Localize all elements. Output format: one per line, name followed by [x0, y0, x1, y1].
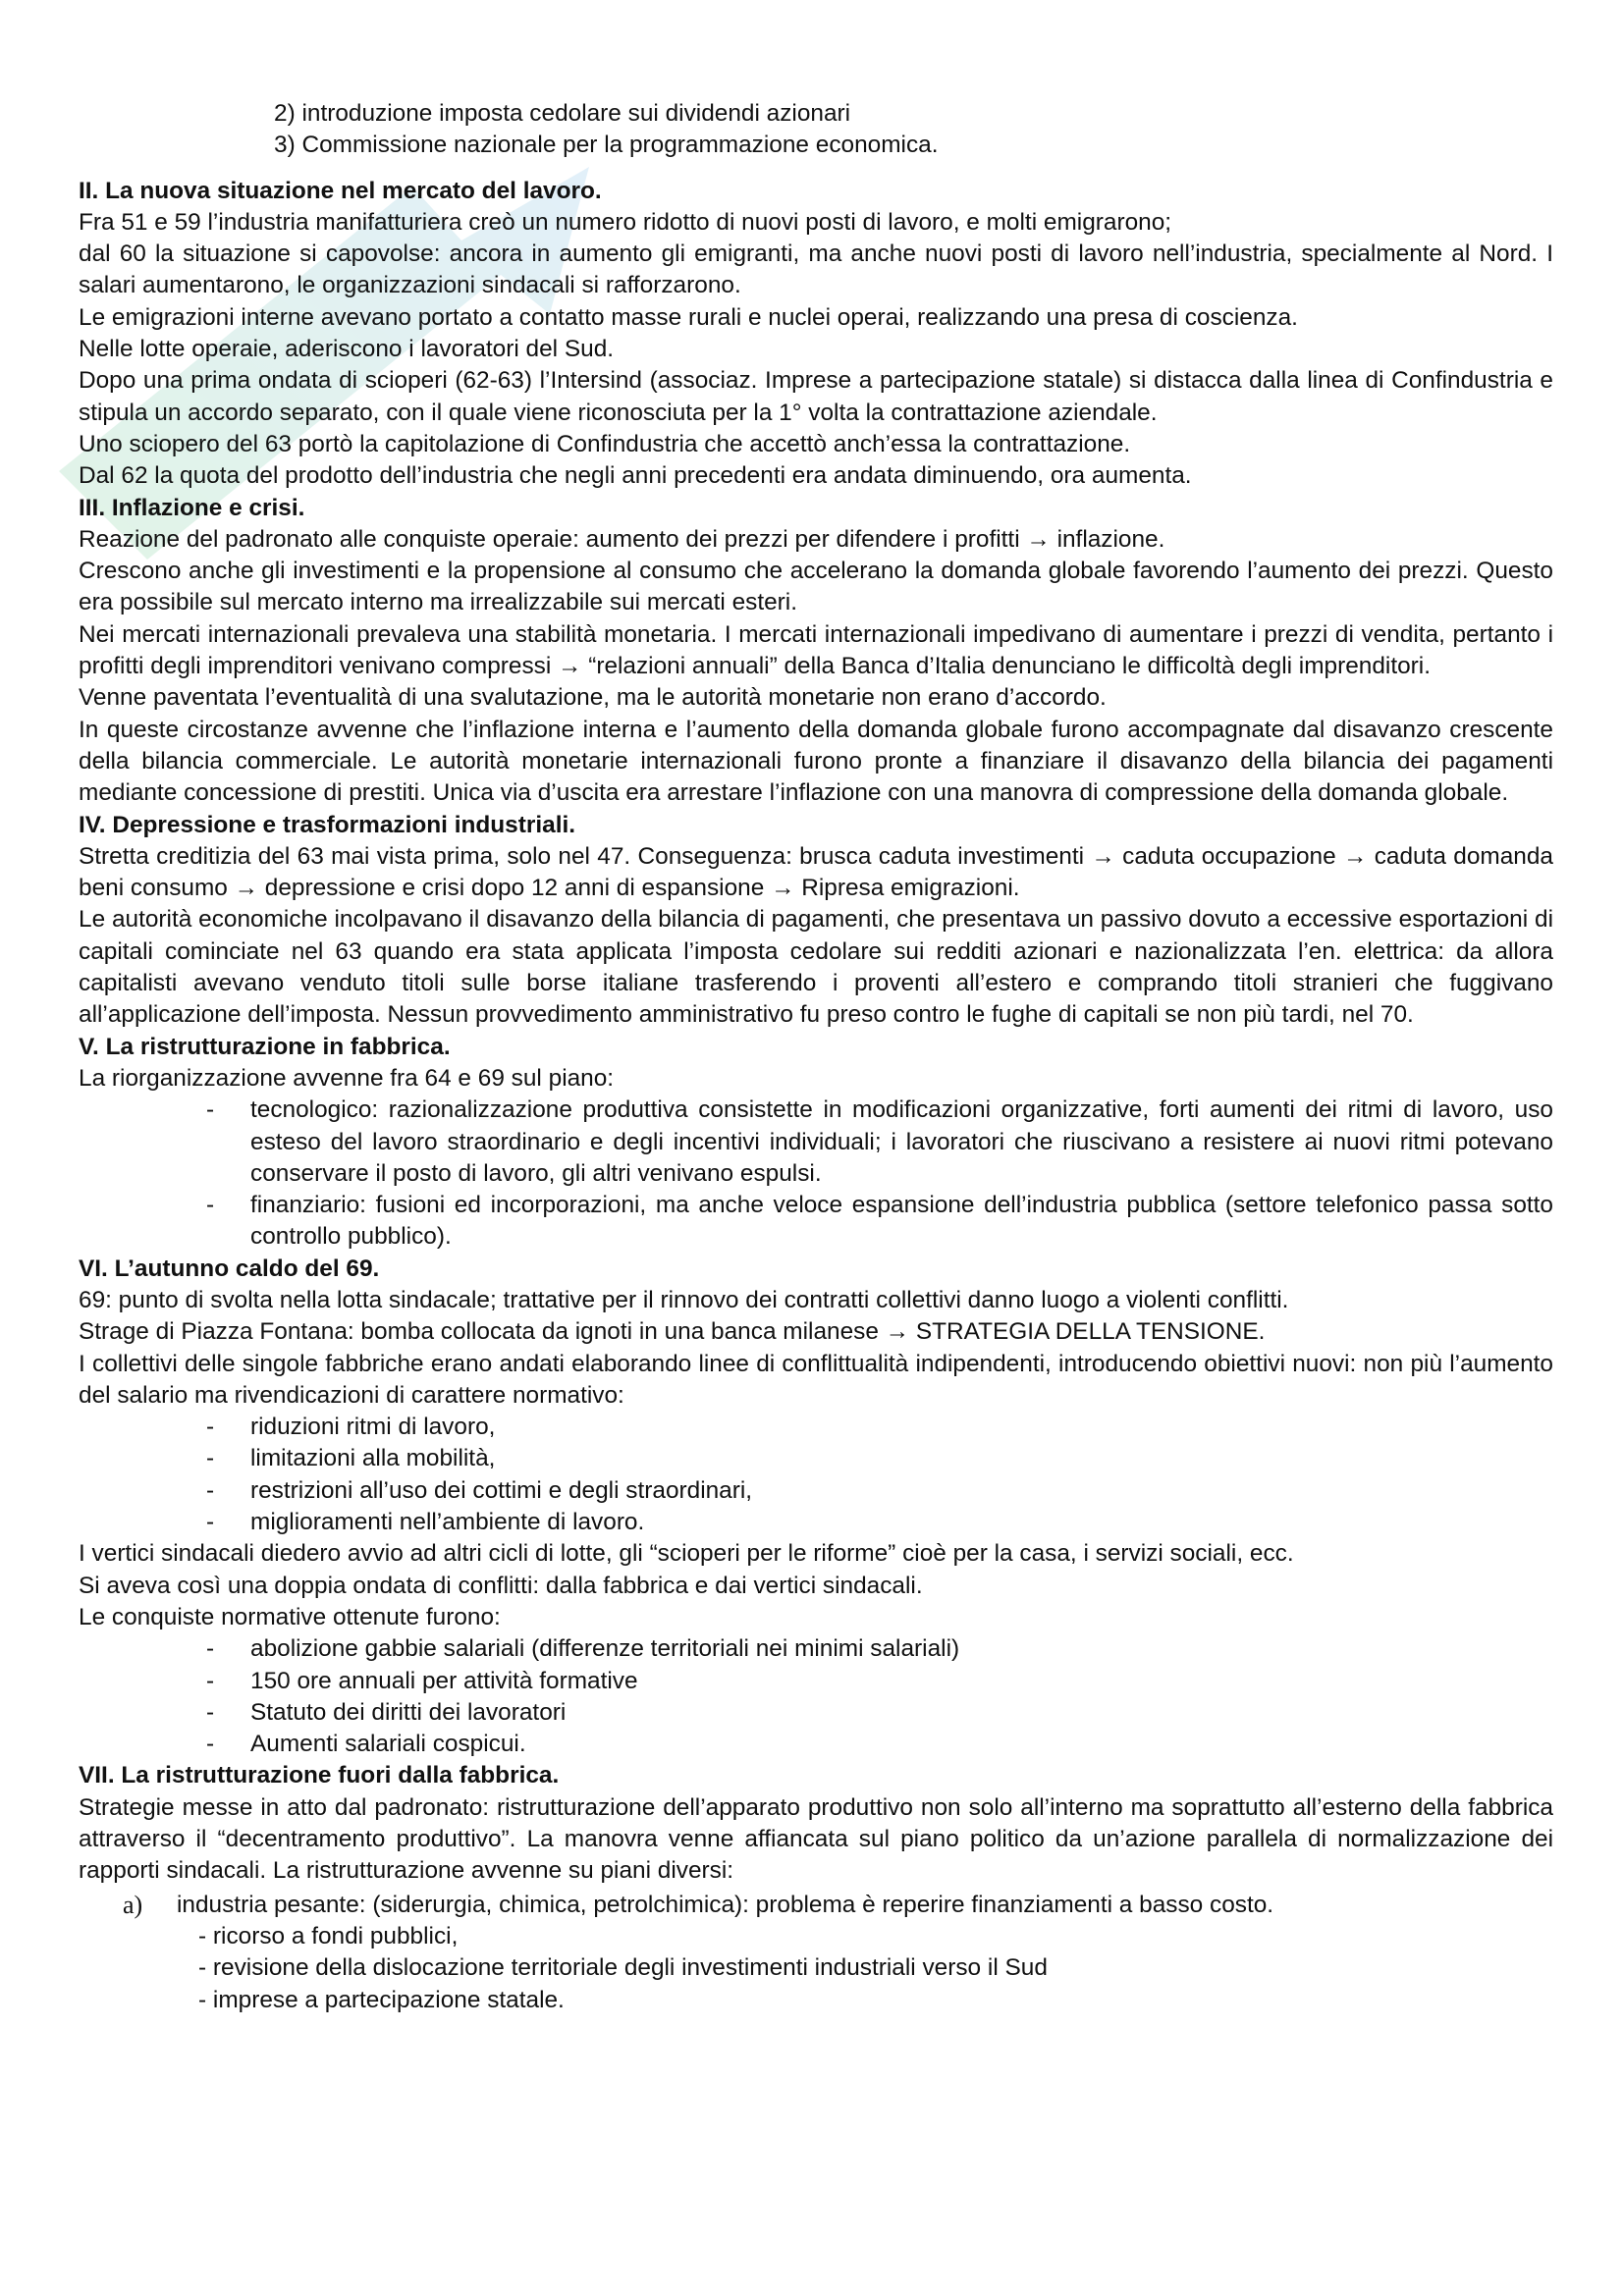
- section-2-paragraph: Dal 62 la quota del prodotto dell’industria che negli anni precedenti era andata diminuendo, ora aumenta.: [79, 462, 1192, 490]
- section-2-paragraph: Dopo una prima ondata di scioperi (62-63) l’Intersind (associaz. Imprese a partecipazione statale) si distacca dalla linea di Confindustria e stipula un accordo separato, con il quale viene riconosciuta per la 1° volta la contrattazione aziendale.: [79, 367, 1553, 426]
- section-4-heading: IV. Depressione e trasformazioni industriali.: [79, 811, 576, 838]
- dash-list-item: - tecnologico: razionalizzazione produttiva consistette in modificazioni organizzative, forti aumenti dei ritmi di lavoro, uso esteso del lavoro straordinario e degli incentivi individuali; i lavoratori che riuscivano a resistere ai nuovi ritmi potevano conservare il posto di lavoro, gli altri venivano espulsi.: [79, 1095, 1553, 1190]
- lettered-subitems: [79, 1921, 1553, 2016]
- section-2: [79, 176, 1553, 493]
- section-6-paragraph: Le conquiste normative ottenute furono:: [79, 1603, 501, 1630]
- list-marker-a: a): [123, 1890, 143, 1919]
- section-6-paragraph: 69: punto di svolta nella lotta sindacale; trattative per il rinnovo dei contratti collettivi danno luogo a violenti conflitti.: [79, 1286, 1289, 1313]
- section-6: [79, 1254, 1553, 1761]
- section-3-heading: III. Inflazione e crisi.: [79, 494, 305, 521]
- section-5-heading: V. La ristrutturazione in fabbrica.: [79, 1033, 451, 1060]
- dash-list-item: - abolizione gabbie salariali (differenze territoriali nei minimi salariali): [79, 1633, 1553, 1665]
- section-2-paragraph: Le emigrazioni interne avevano portato a contatto masse rurali e nuclei operai, realizzando una presa di coscienza.: [79, 303, 1298, 331]
- section-4-paragraph: Stretta creditizia del 63 mai vista prima, solo nel 47. Conseguenza: brusca caduta investimenti → caduta occupazione → caduta domanda beni consumo → depressione e crisi dopo 12 anni di espansione → Ripresa emigrazioni.: [79, 842, 1553, 902]
- section-6-paragraph: Strage di Piazza Fontana: bomba collocata da ignoti in una banca milanese → STRATEGIA DELLA TENSIONE.: [79, 1318, 1266, 1346]
- section-7-heading: VII. La ristrutturazione fuori dalla fabbrica.: [79, 1762, 560, 1789]
- dash-list-item: - Statuto dei diritti dei lavoratori: [79, 1697, 1553, 1729]
- lettered-item-text: industria pesante: (siderurgia, chimica, petrolchimica): problema è reperire finanziamenti a basso costo.: [177, 1891, 1274, 1918]
- section-3-paragraph: In queste circostanze avvenne che l’inflazione interna e l’aumento della domanda globale furono accompagnate dal disavanzo crescente della bilancia commerciale. Le autorità monetarie internazionali furono pronte a finanziare il disavanzo della bilancia dei pagamenti mediante concessione di prestiti. Unica via d’uscita era arrestare l’inflazione con una manovra di compressione della domanda globale.: [79, 716, 1553, 807]
- section-6-demands-list: [79, 1412, 1553, 1538]
- section-3: [79, 493, 1553, 810]
- section-3-paragraph: Venne paventata l’eventualità di una svalutazione, ma le autorità monetarie non erano d’accordo.: [79, 684, 1107, 712]
- section-3-paragraph: Nei mercati internazionali prevaleva una stabilità monetaria. I mercati internazionali impedivano di aumentare i prezzi di vendita, pertanto i profitti degli imprenditori venivano compressi → “relazioni annuali” della Banca d’Italia denunciano le difficoltà degli imprenditori.: [79, 620, 1553, 680]
- section-5: [79, 1032, 1553, 1254]
- section-4: [79, 810, 1553, 1032]
- intro-numbered-list: [79, 98, 1553, 162]
- intro-list-item-3: 3) Commissione nazionale per la programmazione economica.: [274, 132, 939, 159]
- dash-list-item: - miglioramenti nell’ambiente di lavoro.: [79, 1507, 1553, 1538]
- section-7-paragraph: Strategie messe in atto dal padronato: ristrutturazione dell’apparato produttivo non solo all’interno ma soprattutto all’esterno della fabbrica attraverso il “decentramento produttivo”. La manovra venne affiancata sul piano politico da un’azione parallela di normalizzazione dei rapporti sindacali. La ristrutturazione avvenne su piani diversi:: [79, 1793, 1553, 1885]
- lettered-list-item-a: [79, 1890, 1553, 1921]
- subitem: - revisione della dislocazione territoriale degli investimenti industriali verso il Sud: [198, 1954, 1048, 1982]
- section-2-heading: II. La nuova situazione nel mercato del lavoro.: [79, 177, 602, 204]
- subitem: - imprese a partecipazione statale.: [198, 1986, 565, 2013]
- section-2-paragraph: Uno sciopero del 63 portò la capitolazione di Confindustria che accettò anch’essa la contrattazione.: [79, 430, 1131, 457]
- subitem: - ricorso a fondi pubblici,: [198, 1922, 459, 1949]
- dash-list-item: - finanziario: fusioni ed incorporazioni, ma anche veloce espansione dell’industria pubblica (settore telefonico passa sotto controllo pubblico).: [79, 1190, 1553, 1254]
- section-6-paragraph: I collettivi delle singole fabbriche erano andati elaborando linee di conflittualità indipendenti, introducendo obiettivi nuovi: non più l’aumento del salario ma rivendicazioni di carattere normativo:: [79, 1350, 1553, 1409]
- section-6-paragraph: Si aveva così una doppia ondata di conflitti: dalla fabbrica e dai vertici sindacali.: [79, 1572, 923, 1599]
- section-6-paragraph: I vertici sindacali diedero avvio ad altri cicli di lotte, gli “scioperi per le riforme” cioè per la casa, i servizi sociali, ecc.: [79, 1540, 1294, 1568]
- section-5-dash-list: [79, 1095, 1553, 1253]
- section-2-paragraph: Fra 51 e 59 l’industria manifatturiera creò un numero ridotto di nuovi posti di lavoro, e molti emigrarono;: [79, 208, 1172, 236]
- section-6-heading: VI. L’autunno caldo del 69.: [79, 1255, 380, 1282]
- dash-list-item: - riduzioni ritmi di lavoro,: [79, 1412, 1553, 1443]
- intro-list-item-2: 2) introduzione imposta cedolare sui dividendi azionari: [274, 100, 851, 127]
- section-5-intro: La riorganizzazione avvenne fra 64 e 69 sul piano:: [79, 1064, 615, 1092]
- section-3-paragraph: Crescono anche gli investimenti e la propensione al consumo che accelerano la domanda globale favorendo l’aumento dei prezzi. Questo era possibile sul mercato interno ma irrealizzabile sui mercati esteri.: [79, 558, 1553, 616]
- section-4-paragraph: Le autorità economiche incolpavano il disavanzo della bilancia di pagamenti, che presentava un passivo dovuto a eccessive esportazioni di capitali cominciate nel 63 quando era stata applicata l’imposta cedolare sui redditi azionari e nazionalizzata l’en. elettrica: da allora capitalisti avevano venduto titoli sulle borse italiane trasferendo i proventi all’estero e comprando titoli stranieri che fuggivano all’applicazione dell’imposta. Nessun provvedimento amministrativo fu preso contro le fughe di capitali se non più tardi, nel 70.: [79, 906, 1553, 1029]
- dash-list-item: - Aumenti salariali cospicui.: [79, 1729, 1553, 1760]
- dash-list-item: - restrizioni all’uso dei cottimi e degli straordinari,: [79, 1475, 1553, 1507]
- section-2-paragraph: dal 60 la situazione si capovolse: ancora in aumento gli emigranti, ma anche nuovi posti di lavoro nell’industria, specialmente al Nord. I salari aumentarono, le organizzazioni sindacali si rafforzarono.: [79, 240, 1553, 299]
- section-7: [79, 1760, 1553, 2015]
- document-page: [79, 98, 1553, 2016]
- section-2-paragraph: Nelle lotte operaie, aderiscono i lavoratori del Sud.: [79, 336, 615, 363]
- section-6-conquests-list: [79, 1633, 1553, 1760]
- section-3-paragraph: Reazione del padronato alle conquiste operaie: aumento dei prezzi per difendere i profitti → inflazione.: [79, 525, 1165, 553]
- dash-list-item: - 150 ore annuali per attività formative: [79, 1666, 1553, 1697]
- dash-list-item: - limitazioni alla mobilità,: [79, 1443, 1553, 1474]
